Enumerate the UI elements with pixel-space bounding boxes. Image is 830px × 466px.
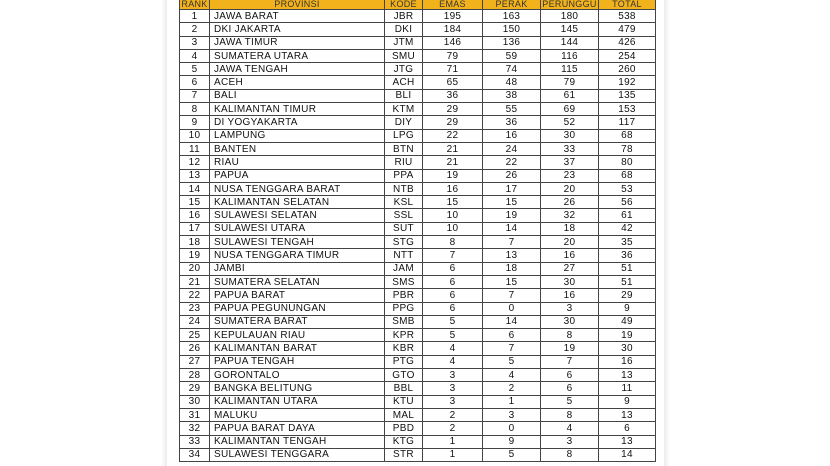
header-rank: RANK (180, 0, 210, 10)
kode-cell: SSL (385, 209, 423, 222)
total-cell: 254 (599, 49, 656, 62)
perunggu-cell: 32 (541, 209, 599, 222)
table-row (180, 289, 656, 302)
table-row (180, 315, 656, 328)
perunggu-cell: 30 (541, 129, 599, 142)
provinsi-cell: KALIMANTAN TENGAH (210, 435, 385, 448)
table-row (180, 76, 656, 89)
total-cell: 49 (599, 315, 656, 328)
table-row (180, 142, 656, 155)
provinsi-cell: SULAWESI SELATAN (210, 209, 385, 222)
total-cell: 56 (599, 196, 656, 209)
document-page (167, 0, 664, 466)
emas-cell: 79 (423, 49, 483, 62)
kode-cell: KTM (385, 103, 423, 116)
provinsi-cell: PAPUA BARAT DAYA (210, 422, 385, 435)
provinsi-cell: KALIMANTAN TIMUR (210, 103, 385, 116)
kode-cell: BTN (385, 142, 423, 155)
perunggu-cell: 27 (541, 262, 599, 275)
table-row (180, 10, 656, 23)
rank-cell: 31 (180, 408, 210, 421)
total-cell: 9 (599, 302, 656, 315)
kode-cell: BLI (385, 89, 423, 102)
total-cell: 135 (599, 89, 656, 102)
kode-cell: JBR (385, 10, 423, 23)
perunggu-cell: 20 (541, 182, 599, 195)
total-cell: 117 (599, 116, 656, 129)
perunggu-cell: 3 (541, 302, 599, 315)
table-row (180, 249, 656, 262)
total-cell: 13 (599, 369, 656, 382)
provinsi-cell: DKI JAKARTA (210, 23, 385, 36)
total-cell: 14 (599, 448, 656, 461)
provinsi-cell: JAWA TIMUR (210, 36, 385, 49)
kode-cell: SMU (385, 49, 423, 62)
table-row (180, 262, 656, 275)
rank-cell: 22 (180, 289, 210, 302)
rank-cell: 9 (180, 116, 210, 129)
perak-cell: 5 (483, 448, 541, 461)
table-row (180, 209, 656, 222)
table-row (180, 355, 656, 368)
perunggu-cell: 20 (541, 236, 599, 249)
table-row (180, 182, 656, 195)
table-row (180, 408, 656, 421)
emas-cell: 6 (423, 262, 483, 275)
provinsi-cell: KEPULAUAN RIAU (210, 329, 385, 342)
perunggu-cell: 30 (541, 275, 599, 288)
header-provinsi: PROVINSI (210, 0, 385, 10)
total-cell: 35 (599, 236, 656, 249)
perak-cell: 16 (483, 129, 541, 142)
total-cell: 29 (599, 289, 656, 302)
emas-cell: 3 (423, 382, 483, 395)
perak-cell: 2 (483, 382, 541, 395)
table-row (180, 63, 656, 76)
rank-cell: 19 (180, 249, 210, 262)
perunggu-cell: 16 (541, 289, 599, 302)
kode-cell: DIY (385, 116, 423, 129)
kode-cell: MAL (385, 408, 423, 421)
kode-cell: KTU (385, 395, 423, 408)
perak-cell: 136 (483, 36, 541, 49)
table-row (180, 23, 656, 36)
perak-cell: 9 (483, 435, 541, 448)
perak-cell: 7 (483, 342, 541, 355)
provinsi-cell: BALI (210, 89, 385, 102)
perunggu-cell: 144 (541, 36, 599, 49)
table-row (180, 275, 656, 288)
provinsi-cell: SULAWESI TENGGARA (210, 448, 385, 461)
total-cell: 51 (599, 262, 656, 275)
rank-cell: 33 (180, 435, 210, 448)
emas-cell: 22 (423, 129, 483, 142)
rank-cell: 26 (180, 342, 210, 355)
perunggu-cell: 5 (541, 395, 599, 408)
table-row (180, 302, 656, 315)
perak-cell: 24 (483, 142, 541, 155)
kode-cell: JTG (385, 63, 423, 76)
emas-cell: 21 (423, 156, 483, 169)
emas-cell: 29 (423, 103, 483, 116)
rank-cell: 13 (180, 169, 210, 182)
provinsi-cell: SUMATERA SELATAN (210, 275, 385, 288)
rank-cell: 17 (180, 222, 210, 235)
perunggu-cell: 116 (541, 49, 599, 62)
kode-cell: PBD (385, 422, 423, 435)
kode-cell: SMB (385, 315, 423, 328)
provinsi-cell: KALIMANTAN UTARA (210, 395, 385, 408)
kode-cell: NTT (385, 249, 423, 262)
provinsi-cell: MALUKU (210, 408, 385, 421)
perunggu-cell: 69 (541, 103, 599, 116)
table-row (180, 169, 656, 182)
emas-cell: 65 (423, 76, 483, 89)
provinsi-cell: BANGKA BELITUNG (210, 382, 385, 395)
provinsi-cell: DI YOGYAKARTA (210, 116, 385, 129)
provinsi-cell: JAWA TENGAH (210, 63, 385, 76)
rank-cell: 7 (180, 89, 210, 102)
perak-cell: 17 (483, 182, 541, 195)
emas-cell: 6 (423, 275, 483, 288)
kode-cell: NTB (385, 182, 423, 195)
total-cell: 53 (599, 182, 656, 195)
perak-cell: 0 (483, 302, 541, 315)
table-row (180, 116, 656, 129)
table-row (180, 382, 656, 395)
table-row (180, 49, 656, 62)
perak-cell: 19 (483, 209, 541, 222)
perak-cell: 38 (483, 89, 541, 102)
kode-cell: PBR (385, 289, 423, 302)
rank-cell: 5 (180, 63, 210, 76)
emas-cell: 15 (423, 196, 483, 209)
perak-cell: 48 (483, 76, 541, 89)
table-row (180, 329, 656, 342)
perunggu-cell: 26 (541, 196, 599, 209)
rank-cell: 11 (180, 142, 210, 155)
provinsi-cell: PAPUA BARAT (210, 289, 385, 302)
total-cell: 36 (599, 249, 656, 262)
total-cell: 153 (599, 103, 656, 116)
total-cell: 479 (599, 23, 656, 36)
perunggu-cell: 23 (541, 169, 599, 182)
emas-cell: 4 (423, 355, 483, 368)
kode-cell: RIU (385, 156, 423, 169)
emas-cell: 5 (423, 329, 483, 342)
header-emas: EMAS (423, 0, 483, 10)
provinsi-cell: BANTEN (210, 142, 385, 155)
table-row (180, 156, 656, 169)
provinsi-cell: KALIMANTAN SELATAN (210, 196, 385, 209)
rank-cell: 3 (180, 36, 210, 49)
total-cell: 30 (599, 342, 656, 355)
rank-cell: 28 (180, 369, 210, 382)
table-row (180, 103, 656, 116)
perunggu-cell: 61 (541, 89, 599, 102)
page-shadow-right (664, 0, 670, 466)
provinsi-cell: NUSA TENGGARA BARAT (210, 182, 385, 195)
rank-cell: 6 (180, 76, 210, 89)
perak-cell: 3 (483, 408, 541, 421)
emas-cell: 7 (423, 249, 483, 262)
provinsi-cell: SUMATERA BARAT (210, 315, 385, 328)
table-row (180, 236, 656, 249)
perunggu-cell: 7 (541, 355, 599, 368)
total-cell: 68 (599, 169, 656, 182)
emas-cell: 10 (423, 222, 483, 235)
perak-cell: 26 (483, 169, 541, 182)
kode-cell: JTM (385, 36, 423, 49)
kode-cell: PPG (385, 302, 423, 315)
kode-cell: KBR (385, 342, 423, 355)
provinsi-cell: GORONTALO (210, 369, 385, 382)
header-total: TOTAL (599, 0, 656, 10)
kode-cell: JAM (385, 262, 423, 275)
total-cell: 426 (599, 36, 656, 49)
emas-cell: 1 (423, 448, 483, 461)
emas-cell: 8 (423, 236, 483, 249)
emas-cell: 21 (423, 142, 483, 155)
table-row (180, 89, 656, 102)
emas-cell: 10 (423, 209, 483, 222)
kode-cell: STR (385, 448, 423, 461)
kode-cell: LPG (385, 129, 423, 142)
provinsi-cell: SUMATERA UTARA (210, 49, 385, 62)
emas-cell: 6 (423, 302, 483, 315)
perak-cell: 7 (483, 289, 541, 302)
perunggu-cell: 8 (541, 448, 599, 461)
total-cell: 78 (599, 142, 656, 155)
kode-cell: BBL (385, 382, 423, 395)
perak-cell: 15 (483, 275, 541, 288)
kode-cell: ACH (385, 76, 423, 89)
perak-cell: 36 (483, 116, 541, 129)
kode-cell: PPA (385, 169, 423, 182)
emas-cell: 36 (423, 89, 483, 102)
perak-cell: 13 (483, 249, 541, 262)
perunggu-cell: 8 (541, 329, 599, 342)
emas-cell: 16 (423, 182, 483, 195)
emas-cell: 3 (423, 395, 483, 408)
perunggu-cell: 8 (541, 408, 599, 421)
total-cell: 16 (599, 355, 656, 368)
emas-cell: 19 (423, 169, 483, 182)
total-cell: 9 (599, 395, 656, 408)
emas-cell: 2 (423, 408, 483, 421)
kode-cell: DKI (385, 23, 423, 36)
provinsi-cell: PAPUA TENGAH (210, 355, 385, 368)
perunggu-cell: 16 (541, 249, 599, 262)
table-header-row (180, 0, 656, 10)
table-row (180, 369, 656, 382)
kode-cell: GTO (385, 369, 423, 382)
rank-cell: 30 (180, 395, 210, 408)
table-row (180, 342, 656, 355)
rank-cell: 29 (180, 382, 210, 395)
provinsi-cell: PAPUA PEGUNUNGAN (210, 302, 385, 315)
perunggu-cell: 180 (541, 10, 599, 23)
provinsi-cell: JAMBI (210, 262, 385, 275)
table-row (180, 36, 656, 49)
provinsi-cell: KALIMANTAN BARAT (210, 342, 385, 355)
header-perak: PERAK (483, 0, 541, 10)
total-cell: 192 (599, 76, 656, 89)
rank-cell: 8 (180, 103, 210, 116)
perak-cell: 4 (483, 369, 541, 382)
kode-cell: SMS (385, 275, 423, 288)
header-perunggu: PERUNGGU (541, 0, 599, 10)
table-row (180, 395, 656, 408)
total-cell: 13 (599, 435, 656, 448)
kode-cell: KPR (385, 329, 423, 342)
perak-cell: 150 (483, 23, 541, 36)
emas-cell: 5 (423, 315, 483, 328)
total-cell: 19 (599, 329, 656, 342)
perak-cell: 55 (483, 103, 541, 116)
rank-cell: 10 (180, 129, 210, 142)
perunggu-cell: 6 (541, 369, 599, 382)
table-body (180, 10, 656, 462)
rank-cell: 4 (180, 49, 210, 62)
rank-cell: 23 (180, 302, 210, 315)
perunggu-cell: 18 (541, 222, 599, 235)
total-cell: 68 (599, 129, 656, 142)
rank-cell: 20 (180, 262, 210, 275)
perak-cell: 22 (483, 156, 541, 169)
perunggu-cell: 37 (541, 156, 599, 169)
provinsi-cell: RIAU (210, 156, 385, 169)
provinsi-cell: ACEH (210, 76, 385, 89)
rank-cell: 25 (180, 329, 210, 342)
total-cell: 80 (599, 156, 656, 169)
medal-standings-table (179, 0, 656, 462)
perunggu-cell: 19 (541, 342, 599, 355)
perunggu-cell: 4 (541, 422, 599, 435)
table-row (180, 435, 656, 448)
perak-cell: 59 (483, 49, 541, 62)
emas-cell: 2 (423, 422, 483, 435)
emas-cell: 3 (423, 369, 483, 382)
table-row (180, 448, 656, 461)
table-row (180, 129, 656, 142)
perak-cell: 1 (483, 395, 541, 408)
total-cell: 61 (599, 209, 656, 222)
rank-cell: 12 (180, 156, 210, 169)
kode-cell: STG (385, 236, 423, 249)
perak-cell: 14 (483, 315, 541, 328)
provinsi-cell: LAMPUNG (210, 129, 385, 142)
perunggu-cell: 145 (541, 23, 599, 36)
header-kode: KODE (385, 0, 423, 10)
rank-cell: 16 (180, 209, 210, 222)
perak-cell: 7 (483, 236, 541, 249)
perak-cell: 0 (483, 422, 541, 435)
table-row (180, 196, 656, 209)
total-cell: 51 (599, 275, 656, 288)
kode-cell: KSL (385, 196, 423, 209)
total-cell: 538 (599, 10, 656, 23)
provinsi-cell: JAWA BARAT (210, 10, 385, 23)
emas-cell: 29 (423, 116, 483, 129)
provinsi-cell: NUSA TENGGARA TIMUR (210, 249, 385, 262)
provinsi-cell: SULAWESI TENGAH (210, 236, 385, 249)
perak-cell: 74 (483, 63, 541, 76)
perak-cell: 6 (483, 329, 541, 342)
emas-cell: 71 (423, 63, 483, 76)
rank-cell: 24 (180, 315, 210, 328)
rank-cell: 14 (180, 182, 210, 195)
rank-cell: 27 (180, 355, 210, 368)
rank-cell: 21 (180, 275, 210, 288)
emas-cell: 6 (423, 289, 483, 302)
rank-cell: 15 (180, 196, 210, 209)
emas-cell: 4 (423, 342, 483, 355)
perunggu-cell: 33 (541, 142, 599, 155)
perunggu-cell: 6 (541, 382, 599, 395)
provinsi-cell: SULAWESI UTARA (210, 222, 385, 235)
perunggu-cell: 79 (541, 76, 599, 89)
rank-cell: 18 (180, 236, 210, 249)
perak-cell: 5 (483, 355, 541, 368)
total-cell: 42 (599, 222, 656, 235)
emas-cell: 195 (423, 10, 483, 23)
rank-cell: 34 (180, 448, 210, 461)
rank-cell: 32 (180, 422, 210, 435)
total-cell: 11 (599, 382, 656, 395)
perak-cell: 14 (483, 222, 541, 235)
rank-cell: 1 (180, 10, 210, 23)
table-row (180, 222, 656, 235)
perak-cell: 163 (483, 10, 541, 23)
kode-cell: SUT (385, 222, 423, 235)
total-cell: 13 (599, 408, 656, 421)
perak-cell: 15 (483, 196, 541, 209)
emas-cell: 146 (423, 36, 483, 49)
perunggu-cell: 30 (541, 315, 599, 328)
perunggu-cell: 52 (541, 116, 599, 129)
perak-cell: 18 (483, 262, 541, 275)
emas-cell: 184 (423, 23, 483, 36)
rank-cell: 2 (180, 23, 210, 36)
kode-cell: KTG (385, 435, 423, 448)
provinsi-cell: PAPUA (210, 169, 385, 182)
total-cell: 6 (599, 422, 656, 435)
emas-cell: 1 (423, 435, 483, 448)
kode-cell: PTG (385, 355, 423, 368)
table-row (180, 422, 656, 435)
total-cell: 260 (599, 63, 656, 76)
perunggu-cell: 3 (541, 435, 599, 448)
perunggu-cell: 115 (541, 63, 599, 76)
